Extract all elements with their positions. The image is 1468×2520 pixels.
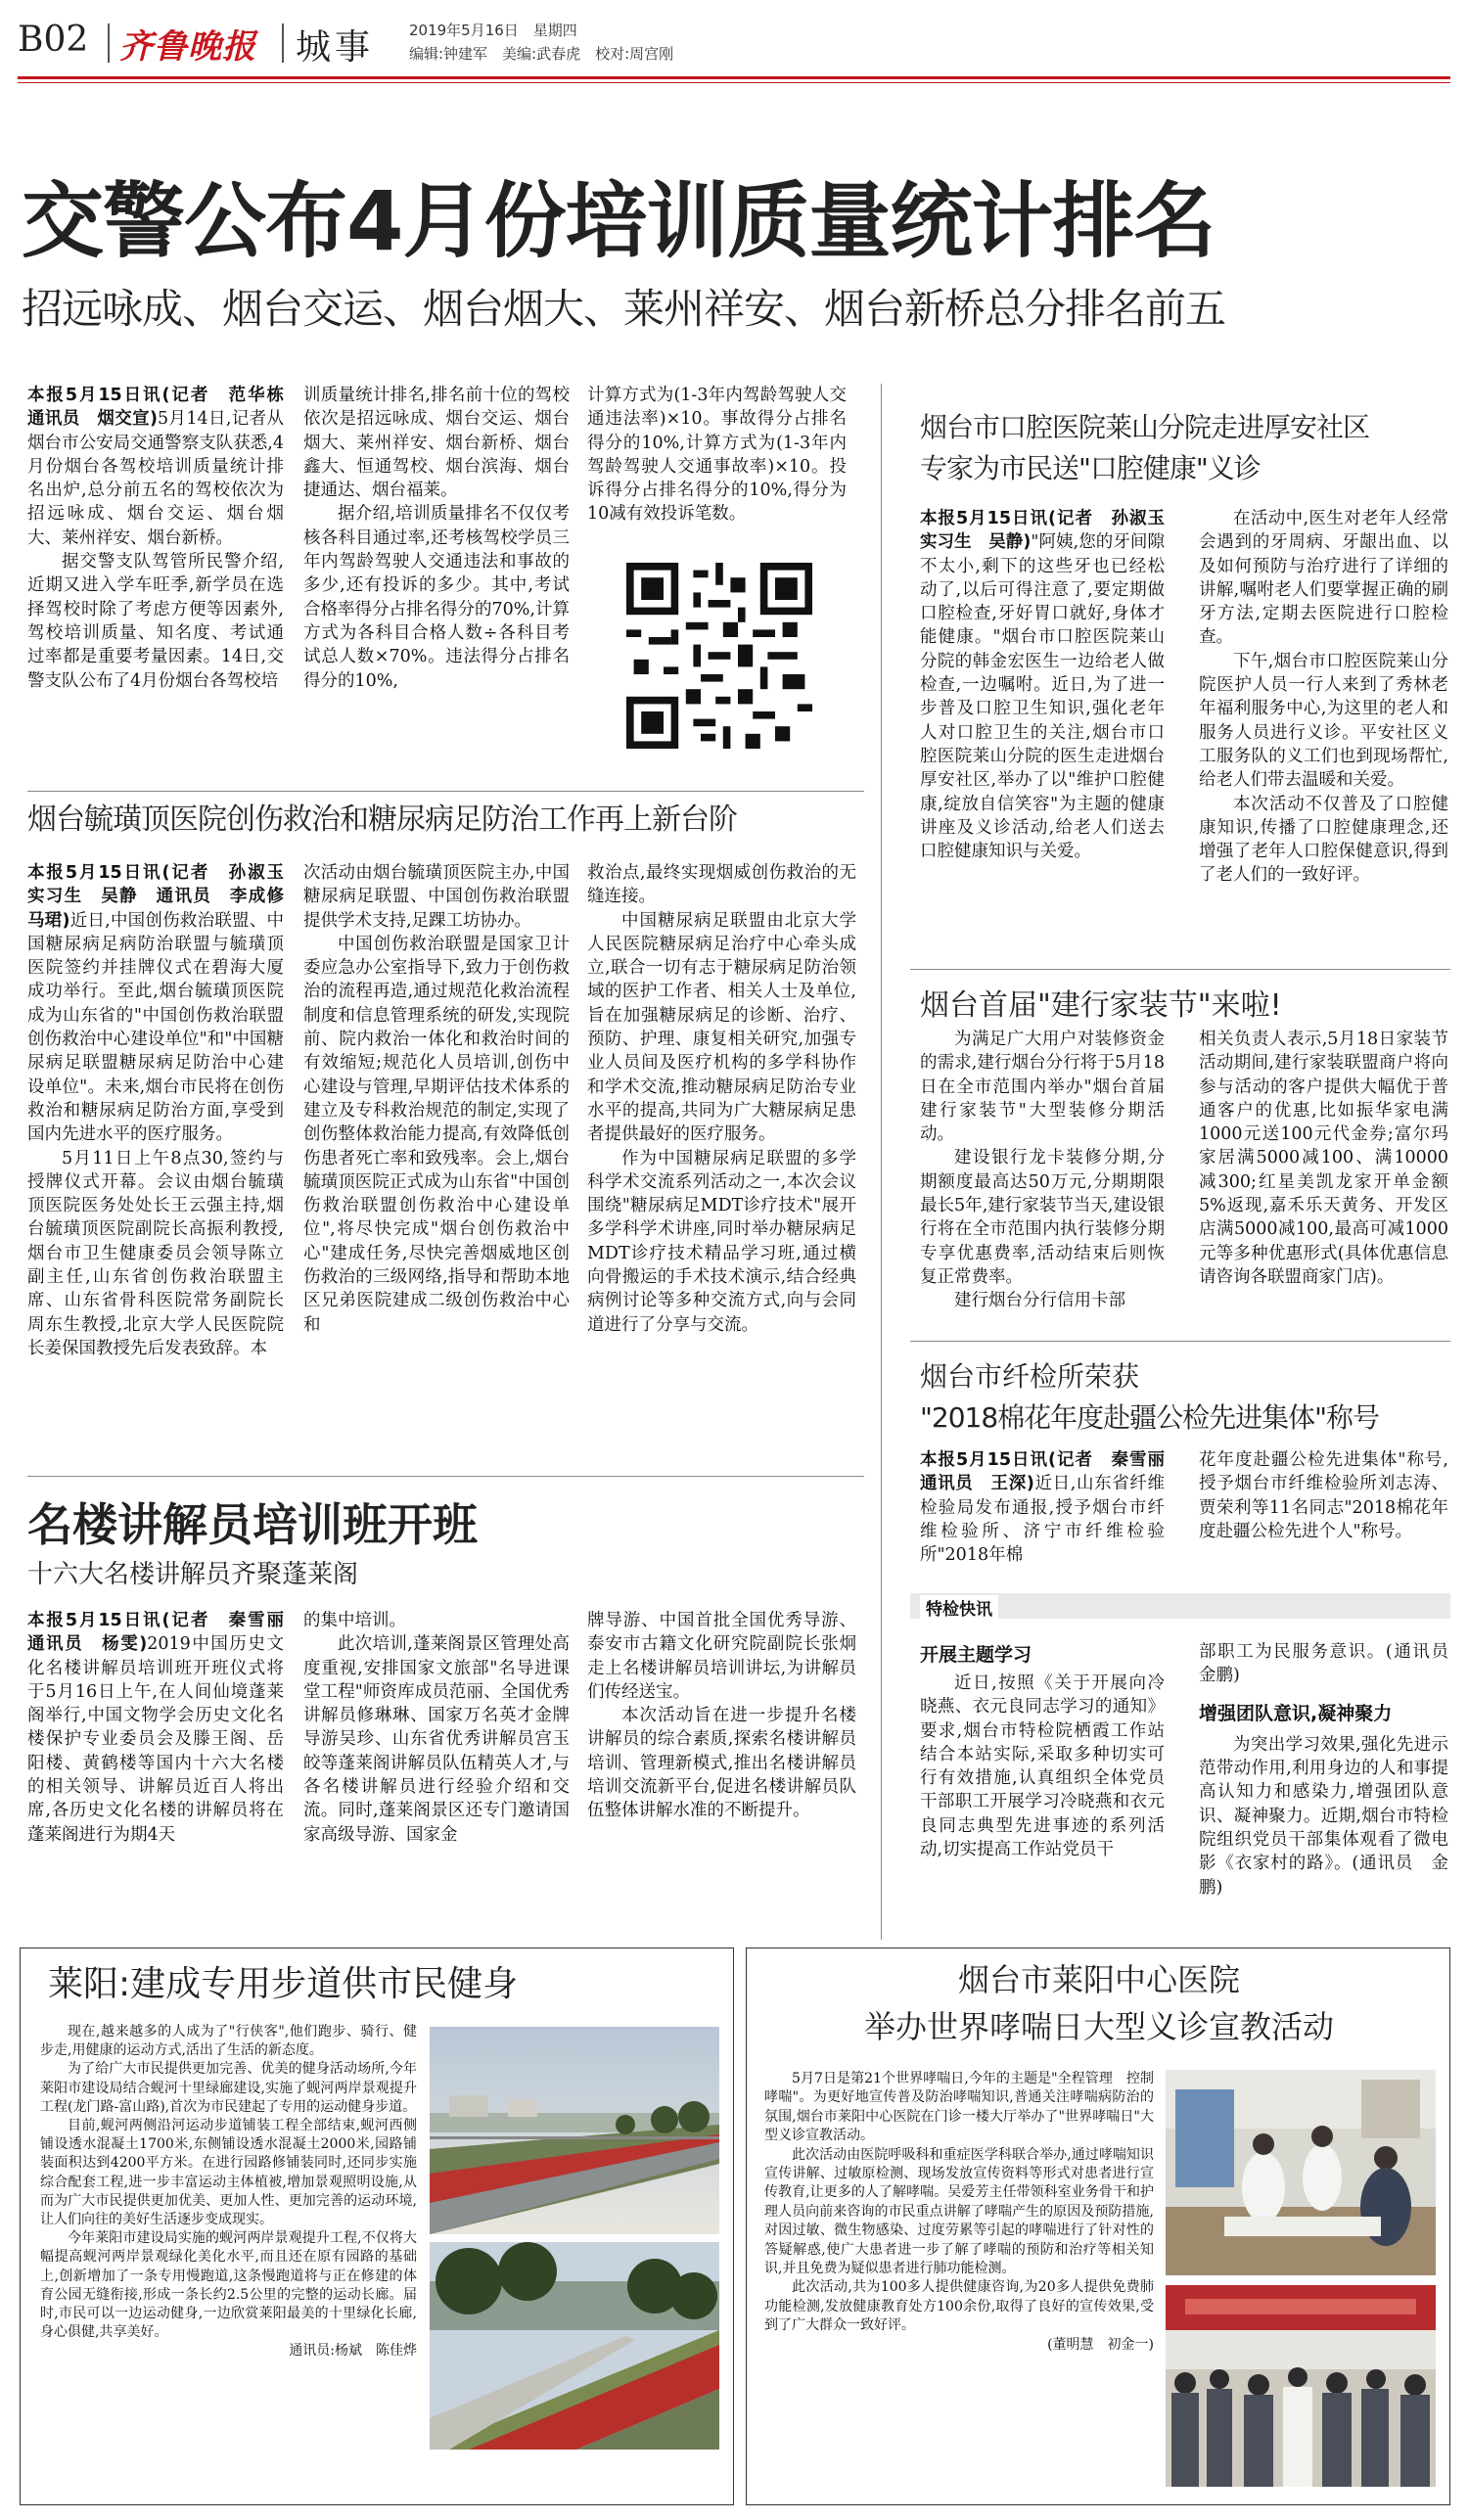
paragraph: 牌导游、中国首批全国优秀导游、泰安市古籍文化研究院副院长张炯走上名楼讲解员培训讲坛,为讲解员们传经送宝。 — [587, 1611, 856, 1702]
article-subtitle: 十六大名楼讲解员齐聚蓬莱阁 — [27, 1560, 359, 1589]
paragraph: 建设银行龙卡装修分期,分期额度最高达50万元,分期期限最长5年,建行家装节当天,建设银行将在全市范围内执行装修分期专享优惠费率,活动结束后则恢复正常费率。 — [920, 1148, 1165, 1287]
paragraph: 花年度赴疆公检先进集体"称号,授予烟台市纤维检验所刘志涛、贾荣利等11名同志"2018棉花年度赴疆公检先进个人"称号。 — [1199, 1450, 1448, 1541]
credit: 通讯员:杨斌 陈佳烨 — [289, 2343, 417, 2360]
paragraph: 的集中培训。 — [303, 1611, 406, 1630]
article-lead: 本报5月15日讯(记者 孙淑玉 实习生 吴静) — [920, 509, 1182, 553]
paragraph: 作为中国糖尿病足联盟的多学科学术交流系列活动之一,本次会议围绕"糖尿病足MDT诊疗技术"展开多学科学术讲座,同时举办糖尿病足MDT诊疗技术精品学习班,通过横向骨搬运的手术技术演示,结合经典病例讨论等多种交流方式,向与会同道进行了分享与交流。 — [587, 1148, 856, 1335]
paragraph: 此次培训,蓬莱阁景区管理处高度重视,安排国家文旅部"名导进课堂工程"师资库成员范丽、全国优秀讲解员修琳琳、国家万名英才金牌导游吴珍、山东省优秀讲解员宫玉皎等蓬莱阁讲解员队伍精英人才,与各名楼讲解员进行经验介绍和交流。同时,蓬莱阁景区还专门邀请国家高级导游、国家金 — [303, 1634, 570, 1845]
column — [920, 1672, 1165, 1861]
paragraph: 本次活动不仅普及了口腔健康知识,传播了口腔健康理念,还增强了老年人口腔保健意识,得到了老人们的一致好评。 — [1199, 794, 1448, 886]
page-number: B02 — [18, 20, 89, 60]
article-lead: 本报5月15日讯(记者 秦雪丽 通讯员 杨雯) — [27, 1611, 301, 1655]
paragraph: 下午,烟台市口腔医院莱山分院医护人员一行人来到了秀林老年福利服务中心,为这里的老人和服务人员进行义诊。平安社区义工服务队的义工们也到现场帮忙,给老人们带去温暖和关爱。 — [1199, 651, 1448, 791]
article-subtitle: "2018棉花年度赴疆公检先进集体"称号 — [920, 1401, 1380, 1434]
text-block — [764, 2070, 1154, 2355]
article-subtitle: 专家为市民送"口腔健康"义诊 — [920, 452, 1261, 484]
article-title: 莱阳:建成专用步道供市民健身 — [48, 1964, 519, 2004]
paragraph: 目前,蚬河两侧沿河运动步道铺装工程全部结束,蚬河西侧铺设透水混凝土1700米,东侧铺设透水混凝土2000米,园路铺装面积达到4200平方米。在进行园路修铺装同时,还同步实施综合配套工程,进一步丰富运动主体植被,增加景观照明设施,从而为广大市民提供更加优美、更加人性、更加完善的运动环境,让人们向往的美好生活逐步变成现实。 — [40, 2118, 417, 2228]
paragraph: 近日,按照《关于开展向冷晓燕、衣元良同志学习的通知》要求,烟台市特检院栖霞工作站结合本站实际,采取多种切实可行有效措施,认真组织全体党员干部职工开展学习冷晓燕和衣元良同志典型先进事迹的系列活动,切实提高工作站党员干 — [920, 1673, 1165, 1860]
byline: 建行烟台分行信用卡部 — [954, 1291, 1125, 1311]
paragraph: 5月11日上午8点30,签约与授牌仪式开幕。会议由烟台毓璜顶医院医务处处长王云强主持,烟台毓璜顶医院副院长高振利教授,烟台市卫生健康委员会领导陈立副主任,山东省创伤救治联盟主席、山东省骨科医院常务副院长周东生教授,北京大学人民医院院长姜保国教授先后发表致辞。本 — [27, 1148, 284, 1358]
paragraph: 救治点,最终实现烟威创伤救治的无缝连接。 — [587, 863, 856, 907]
paragraph: 2019中国历史文化名楼讲解员培训班开班仪式将于5月16日上午,在人间仙境蓬莱阁举行,中国文物学会历史文化名楼保护专业委员会及滕王阁、岳阳楼、黄鹤楼等国内十六大名楼的相关领导、讲解员近百人将出席,各历史文化名楼的讲解员将在蓬莱阁进行为期4天 — [27, 1634, 284, 1845]
paragraph: 中国创伤救治联盟是国家卫计委应急办公室指导下,致力于创伤救治的流程再造,通过规范化救治流程制度和信息管理系统的研发,实现院前、院内救治一体化和救治时间的有效缩短;规范化人员培训,创伤中心建设与管理,早期评估技术体系的建立及专科救治规范的制定,实现了创伤整体救治能力提高,有效降低创伤患者死亡率和致残率。会上,烟台毓璜顶医院正式成为山东省"中国创伤救治联盟创伤救治中心建设单位",将尽快完成"烟台创伤救治中心"建成任务,尽快完善烟威地区创伤救治的三级网络,指导和帮助本地区兄弟医院建成二级创伤救治中心和 — [303, 934, 570, 1335]
paragraph: 现在,越来越多的人成为了"行侠客",他们跑步、骑行、健步走,用健康的运动方式,活出了生活的新态度。 — [40, 2024, 417, 2059]
article-title: 烟台市纤检所荣获 — [920, 1360, 1140, 1393]
paragraph: 中国糖尿病足联盟由北京大学人民医院糖尿病足治疗中心牵头成立,联合一切有志于糖尿病足防治领域的医护工作者、相关人士及单位,旨在加强糖尿病足的诊断、治疗、预防、护理、康复相关研究,加强专业人员间及医疗机构的多学科协作和学术交流,推动糖尿病足防治专业水平的提高,共同为广大糖尿病足患者提供最好的医疗服务。 — [587, 910, 856, 1145]
clinic-photo-1 — [1166, 2070, 1436, 2275]
subheading: 开展主题学习 — [920, 1644, 1032, 1666]
paragraph: 部职工为民服务意识。(通讯员 金鹏) — [1199, 1642, 1466, 1686]
paragraph: 相关负责人表示,5月18日家装节活动期间,建行家装联盟商户将向参与活动的客户提供大幅优于普通客户的优惠,比如振华家电满1000元送100元代金券;富尔玛家居满5000减100、满10000减300;红星美凯龙家开单金额5%返现,嘉禾乐天黄务、开发区店满5000减100,最高可减1000元等多种优惠形式(具体优惠信息请咨询各联盟商家门店)。 — [1199, 1030, 1448, 1287]
article-asthma-day — [746, 1947, 1450, 2505]
credit: (董明慧 初金一) — [1047, 2336, 1154, 2353]
paragraph: 据介绍,培训质量排名不仅仅考核各科目通过率,还考核驾校学员三年内驾龄驾驶人交通违法和事故的多少,还有投诉的多少。其中,考试合格率得分占排名得分的70%,计算方式为各科目合格人数÷各科目考试总人数×70%。违法得分占排名得分的10%, — [303, 504, 570, 691]
article-title: 烟台毓璜顶医院创伤救治和糖尿病足防治工作再上新台阶 — [27, 802, 737, 837]
paragraph: 据交警支队驾管所民警介绍,近期又进入学车旺季,新学员在选择驾校时除了考虑方便等因素外,驾校培训质量、知名度、考试通过率都是重要考量因素。14日,交警支队公布了4月份烟台各驾校培 — [27, 552, 284, 691]
article-subtitle: 举办世界哮喘日大型义诊宣教活动 — [863, 2008, 1334, 2045]
paragraph: 5月14日,记者从烟台市公安局交通警察支队获悉,4月份烟台各驾校培训质量统计排名出炉,总分前五名的驾校依次为招远咏成、烟台交运、烟台烟大、莱州祥安、烟台新桥。 — [27, 409, 284, 548]
paragraph: 今年莱阳市建设局实施的蚬河两岸景观提升工程,不仅将大幅提高蚬河两岸景观绿化美化水平,而且还在原有园路的基础上,创新增加了一条专用慢跑道,这条慢跑道将与正在修建的体育公园无缝衔接,形成一条长约2.5公里的完整的运动长廊。届时,市民可以一边运动健身,一边欣赏莱阳最美的十里绿化长廊,身心俱健,共享美好。 — [40, 2230, 417, 2341]
paragraph: 训质量统计排名,排名前十位的驾校依次是招远咏成、烟台交运、烟台烟大、莱州祥安、烟台新桥、烟台鑫大、恒通驾校、烟台滨海、烟台捷通达、烟台福莱。 — [303, 386, 570, 501]
trail-photo-1 — [430, 2027, 719, 2234]
paragraph: "阿姨,您的牙间隙不太小,剩下的这些牙也已经松动了,以后可得注意了,要定期做口腔检查,牙好胃口就好,身体才能健康。"烟台市口腔医院莱山分院的韩金宏医生一边给老人做检查,一边嘱咐。近日,为了进一步普及口腔卫生知识,强化老年人对口腔卫生的关注,烟台市口腔医院莱山分院的医生走进烟台厚安社区,举办了以"维护口腔健康,绽放自信笑容"为主题的健康讲座及义诊活动,给老人们送去口腔健康知识与关爱。 — [920, 532, 1165, 862]
article-lead: 本报5月15日讯(记者 范华栋 通讯员 烟交宣) — [27, 386, 301, 430]
paragraph: 此次活动,共为100多人提供健康咨询,为20多人提供免费肺功能检测,发放健康教育处方100余份,取得了良好的宣传效果,受到了广大群众一致好评。 — [764, 2279, 1154, 2334]
article-lead: 本报5月15日讯(记者 秦雪丽 通讯员 王深) — [920, 1450, 1182, 1494]
paragraph: 近日,山东省纤维检验局发布通报,授予烟台市纤维检验所、济宁市纤维检验所"2018年棉 — [920, 1474, 1165, 1566]
section-name: 城事 — [296, 27, 375, 68]
date: 2019年5月16日 星期四 — [409, 22, 577, 39]
paragraph: 为了给广大市民提供更加完善、优美的健身活动场所,今年莱阳市建设局结合蚬河十里绿廊建设,实施了蚬河两岸景观提升工程(龙门路-富山路),首次为市民建起了专用的运动健身步道。 — [40, 2061, 417, 2115]
paragraph: 次活动由烟台毓璜顶医院主办,中国糖尿病足联盟、中国创伤救治联盟提供学术支持,足踝工坊协办。 — [303, 863, 570, 931]
paragraph: 为满足广大用户对装修资金的需求,建行烟台分行将于5月18日在全市范围内举办"烟台首届建行家装节"大型装修分期活动。 — [920, 1030, 1165, 1145]
clinic-photo-2 — [1166, 2285, 1436, 2487]
headline: 交警公布4月份培训质量统计排名 — [22, 173, 1216, 269]
article-laiyang-trail — [20, 1947, 734, 2505]
paragraph: 本次活动旨在进一步提升名楼讲解员的综合素质,探索名楼讲解员培训、管理新模式,推出名楼讲解员培训交流新平台,促进名楼讲解员队伍整体讲解水准的不断提升。 — [587, 1706, 856, 1821]
article-title: 烟台市莱阳中心医院 — [957, 1961, 1240, 1998]
paragraph: 近日,中国创伤救治联盟、中国糖尿病足病防治联盟与毓璜顶医院签约并挂牌仪式在碧海大厦成功举行。至此,烟台毓璜顶医院成为山东省的"中国创伤救治联盟创伤救治中心建设单位"和"中国糖尿病足联盟糖尿病足防治中心建设单位"。未来,烟台市民将在创伤救治和糖尿病足防治方面,享受到国内先进水平的医疗服务。 — [27, 910, 285, 1145]
article-lead: 本报5月15日讯(记者 孙淑玉 实习生 吴静 通讯员 李成修 马珺) — [27, 863, 301, 931]
article-title: 名楼讲解员培训班开班 — [27, 1498, 478, 1551]
paragraph: 在活动中,医生对老年人经常会遇到的牙周病、牙龈出血、以及如何预防与治疗进行了详细的讲解,嘱咐老人们要掌握正确的刷牙方法,定期去医院进行口腔检查。 — [1199, 509, 1448, 648]
subheadline: 招远咏成、烟台交运、烟台烟大、莱州祥安、烟台新桥总分排名前五 — [22, 285, 1226, 333]
paper-logo: 齐鲁晚报 — [119, 27, 256, 67]
section-tag: 特检快讯 — [920, 1595, 998, 1620]
trail-photo-2 — [430, 2242, 719, 2450]
paragraph: 此次活动由医院呼吸科和重症医学科联合举办,通过哮喘知识宣传讲解、过敏原检测、现场发放宣传资料等形式对患者进行宣传教育,让更多的人了解哮喘。吴爱芳主任带领科室业务骨干和护理人员向前来咨询的市民重点讲解了哮喘产生的原因及预防措施,对因过敏、微生物感染、过度劳累等引起的哮喘进行了针对性的答疑解惑,使广大患者进一步了解了哮喘的预防和治疗等相关知识,并且免费为疑似患者进行肺功能检测。 — [764, 2146, 1154, 2277]
column — [1199, 1640, 1466, 1900]
subheading: 增强团队意识,凝神聚力 — [1199, 1702, 1393, 1724]
text-block — [40, 2023, 417, 2361]
paragraph: 为突出学习效果,强化先进示范带动作用,利用身边的人和事提高认知力和感染力,增强团队意识、凝神聚力。近期,烟台市特检院组织党员干部集体观看了微电影《衣家村的路》。(通讯员 金鹏) — [1199, 1734, 1448, 1898]
article-title: 烟台首届"建行家装节"来啦! — [920, 988, 1282, 1023]
article-title: 烟台市口腔医院莱山分院走进厚安社区 — [920, 411, 1370, 443]
editors: 编辑:钟建军 美编:武春虎 校对:周宫刚 — [409, 45, 674, 63]
paragraph: 5月7日是第21个世界哮喘日,今年的主题是"全程管理 控制哮喘"。为更好地宣传普及防治哮喘知识,普通关注哮喘病防治的氛围,烟台市莱阳中心医院在门诊一楼大厅举办了"世界哮喘日"大型义诊宣教活动。 — [764, 2071, 1154, 2144]
paragraph: 计算方式为(1-3年内驾龄驾驶人交通违法率)×10。事故得分占排名得分的10%,计算方式为(1-3年内驾龄驾驶人交通事故率)×10。投诉得分占排名得分的10%,得分为10减有效投诉笔数。 — [587, 386, 847, 525]
